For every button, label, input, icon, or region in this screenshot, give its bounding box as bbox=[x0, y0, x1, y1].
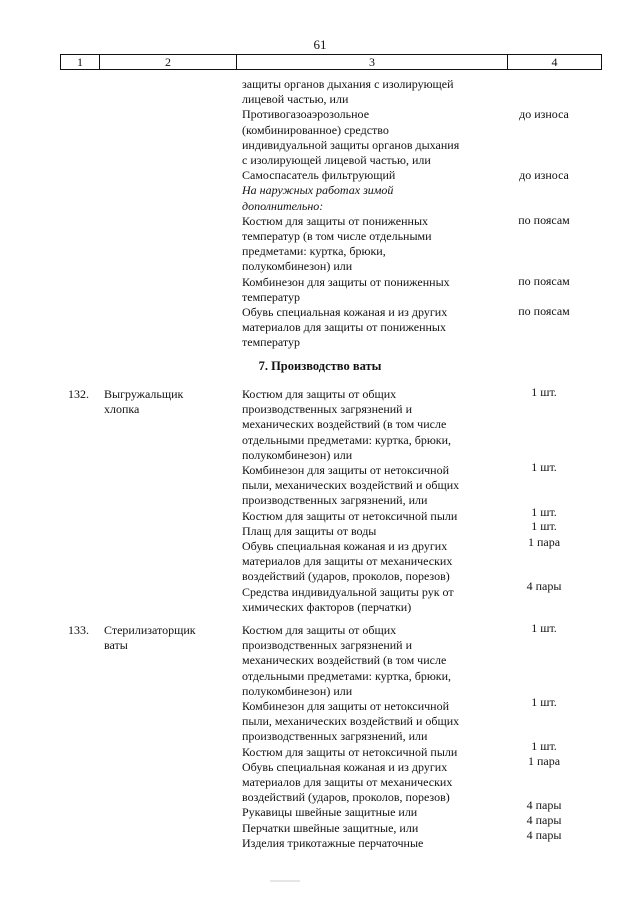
item-line: температур bbox=[242, 335, 301, 350]
norm-value: 4 пары bbox=[526, 798, 562, 812]
item-line: производственных загрязнений, или bbox=[242, 729, 428, 744]
item-line: Костюм для защиты от пониженных bbox=[242, 213, 429, 228]
profession-line: хлопка bbox=[104, 402, 140, 417]
item-line: производственных загрязнений и bbox=[242, 638, 413, 653]
item-line: с изолирующей лицевой частью, или bbox=[242, 153, 431, 168]
item-line: Костюм для защиты от общих bbox=[242, 387, 397, 401]
profession-name bbox=[104, 387, 183, 417]
norm-value: 1 шт. bbox=[531, 695, 557, 709]
item-line: температур bbox=[242, 289, 301, 304]
page-number: 61 bbox=[313, 37, 327, 52]
norm-value: 1 шт. bbox=[531, 505, 557, 519]
norm-value: 4 пары bbox=[526, 579, 562, 593]
norm-value: 1 шт. bbox=[531, 621, 557, 635]
norm-value: 1 шт. bbox=[531, 739, 557, 753]
item-line: полукомбинезон) или bbox=[242, 447, 353, 462]
item-line: химических факторов (перчатки) bbox=[242, 599, 412, 614]
norm-value: по поясам bbox=[518, 213, 570, 227]
item-line: Противогазоаэрозольное bbox=[242, 107, 370, 122]
item-line: Комбинезон для защиты от нетоксичной bbox=[242, 699, 450, 714]
item-line: Самоспасатель фильтрующий bbox=[242, 168, 396, 183]
continuation-items bbox=[242, 77, 459, 351]
item-line: механических воздействий (в том числе bbox=[242, 653, 447, 668]
item-line: Рукавицы швейные защитные или bbox=[242, 805, 418, 820]
item-line: отдельными предметами: куртка, брюки, bbox=[242, 432, 452, 447]
norm-value: 1 шт. bbox=[531, 385, 557, 399]
item-line: полукомбинезон) или bbox=[242, 259, 353, 274]
header-col-4: 4 bbox=[551, 55, 558, 69]
item-line: Обувь специальная кожаная и из других bbox=[242, 759, 448, 774]
norm-value: по поясам bbox=[518, 304, 570, 318]
item-line: воздействий (ударов, проколов, порезов) bbox=[242, 790, 450, 805]
norm-value: 1 шт. bbox=[531, 460, 557, 474]
item-line: Обувь специальная кожаная и из других bbox=[242, 305, 448, 320]
item-note: На наружных работах зимой bbox=[242, 183, 394, 198]
header-col-3: 3 bbox=[237, 55, 508, 69]
item-line: материалов для защиты от механических bbox=[242, 554, 453, 569]
item-note: дополнительно: bbox=[242, 198, 324, 213]
item-line: защиты органов дыхания с изолирующей bbox=[242, 77, 454, 91]
table-header-row bbox=[60, 54, 602, 70]
profession-line: Стерилизаторщик bbox=[104, 623, 196, 637]
header-col-2: 2 bbox=[100, 55, 237, 69]
item-line: предметами: куртка, брюки, bbox=[242, 244, 386, 259]
item-line: Костюм для защиты от нетоксичной пыли bbox=[242, 744, 458, 759]
scan-artifact bbox=[270, 880, 300, 882]
item-line: материалов для защиты от механических bbox=[242, 775, 453, 790]
norm-value: до износа bbox=[519, 168, 569, 182]
item-line: Костюм для защиты от нетоксичной пыли bbox=[242, 508, 458, 523]
row-number: 132. bbox=[68, 387, 89, 401]
item-line: Комбинезон для защиты от пониженных bbox=[242, 274, 450, 289]
item-line: пыли, механических воздействий и общих bbox=[242, 478, 460, 493]
item-line: лицевой частью, или bbox=[242, 92, 349, 107]
norm-value: 4 пары bbox=[526, 828, 562, 842]
row-number: 133. bbox=[68, 623, 89, 637]
profession-name bbox=[104, 623, 196, 653]
item-line: производственных загрязнений, или bbox=[242, 493, 428, 508]
norm-value: 1 пара bbox=[527, 754, 561, 768]
item-line: Костюм для защиты от общих bbox=[242, 623, 397, 637]
norm-value: до износа bbox=[519, 107, 569, 121]
item-line: индивидуальной защиты органов дыхания bbox=[242, 137, 460, 152]
norm-value: 1 пара bbox=[527, 535, 561, 549]
profession-line: ваты bbox=[104, 638, 128, 653]
item-line: температур (в том числе отдельными bbox=[242, 229, 432, 244]
norm-value: по поясам bbox=[518, 274, 570, 288]
norm-value: 1 шт. bbox=[531, 519, 557, 533]
item-line: материалов для защиты от пониженных bbox=[242, 320, 446, 335]
row-132-items bbox=[242, 387, 459, 615]
row-133-items bbox=[242, 623, 459, 851]
item-line: Комбинезон для защиты от нетоксичной bbox=[242, 463, 450, 478]
item-line: Обувь специальная кожаная и из других bbox=[242, 539, 448, 554]
header-col-1: 1 bbox=[61, 55, 100, 69]
item-line: механических воздействий (в том числе bbox=[242, 417, 447, 432]
item-line: отдельными предметами: куртка, брюки, bbox=[242, 668, 452, 683]
item-line: производственных загрязнений и bbox=[242, 402, 413, 417]
profession-line: Выгружальщик bbox=[104, 387, 184, 401]
item-line: (комбинированное) средство bbox=[242, 122, 389, 137]
item-line: воздействий (ударов, проколов, порезов) bbox=[242, 569, 450, 584]
item-line: пыли, механических воздействий и общих bbox=[242, 714, 460, 729]
section-title: 7. Производство ваты bbox=[258, 359, 382, 373]
norm-value: 4 пары bbox=[526, 813, 562, 827]
item-line: Плащ для защиты от воды bbox=[242, 523, 377, 538]
item-line: Средства индивидуальной защиты рук от bbox=[242, 584, 454, 599]
item-line: Изделия трикотажные перчаточные bbox=[242, 835, 424, 850]
item-line: Перчатки швейные защитные, или bbox=[242, 820, 419, 835]
item-line: полукомбинезон) или bbox=[242, 683, 353, 698]
